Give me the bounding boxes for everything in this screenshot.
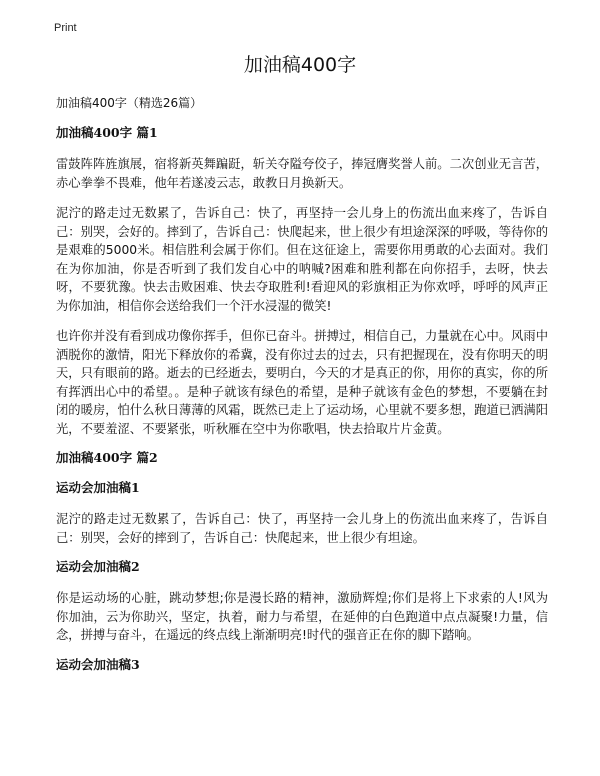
document-subtitle: 加油稿400字（精选26篇） [56,96,203,110]
section-heading-cheer-2: 运动会加油稿2 [56,559,140,574]
page-title: 加油稿400字 [243,54,357,76]
section-heading-cheer-3: 运动会加油稿3 [56,656,140,672]
paragraph-5: 你是运动场的心脏，跳动梦想;你是漫长路的精神，激励辉煌;你们是将上下求索的人!风为你加油，云为你助兴，坚定，执着，耐力与希望，在延伸的白色跑道中点点凝聚!力量，信念，拼搏与奋斗，在遥远的终点线上渐渐明亮!时代的强音正在你的脚下踏响。 [56,591,548,642]
paragraph-4: 泥泞的路走过无数累了，告诉自己：快了，再坚持一会儿身上的伤流出血来疼了，告诉自己：别哭，会好的摔到了，告诉自己：快爬起来，世上很少有坦途。 [56,512,548,545]
document-body [56,95,548,687]
paragraph-3: 也许你并没有看到成功像你挥手，但你已奋斗。拼搏过，相信自己，力量就在心中。风雨中洒脱你的激情，阳光下释放你的希冀，没有你过去的过去，只有把握现在，没有你明天的明天，只有眼前的路。逝去的已经逝去，要明白，今天的才是真正的你，用你的真实，你的所有挥洒出心中的希望。。是种子就该有绿色的希望，是种子就该有金色的梦想，不要躺在封闭的暖房，怕什么秋日薄薄的风霜，既然已走上了运动场，心里就不要多想，跑道已洒满阳光，不要羞涩、不要紧张，听秋雁在空中为你歌唱，快去拾取片片金黄。 [56,329,548,436]
paragraph-2: 泥泞的路走过无数累了，告诉自己：快了，再坚持一会儿身上的伤流出血来疼了，告诉自己：别哭，会好的。摔到了，告诉自己：快爬起来，世上很少有坦途深深的呼吸，等待你的是艰难的5000米。相信胜利会属于你们。但在这征途上，需要你用勇敢的心去面对。我们在为你加油，你是否听到了我们发自心中的呐喊?困难和胜利都在向你招手，去呀，快去呀，不要犹豫。快去击败困难、快去夺取胜利!看迎风的彩旗相正为你欢呼，呼呼的风声正为你加油，相信你会送给我们一个汗水浸湿的微笑! [56,206,548,313]
section-heading-2: 加油稿400字 篇2 [56,450,158,465]
paragraph-1: 雷鼓阵阵旌旗展，宿将新英舞蹁跹，斩关夺隘夸佼子，捧冠膺奖誉人前。二次创业无言苦，赤心拳拳不畏难，他年若遂凌云志，敢教日月换新天。 [56,157,548,190]
print-link[interactable]: Print [54,22,77,34]
section-heading-cheer-1: 运动会加油稿1 [56,480,140,495]
section-heading-1: 加油稿400字 篇1 [56,125,158,140]
